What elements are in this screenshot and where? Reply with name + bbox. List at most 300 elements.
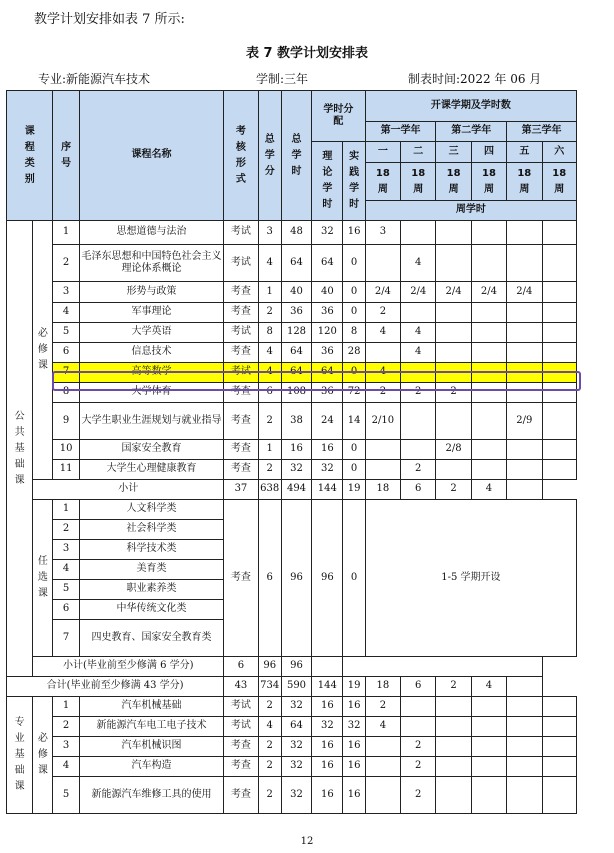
semester-hours (471, 343, 506, 363)
total-semester: 19 (343, 677, 365, 697)
semester-hours: 2 (365, 697, 400, 717)
header-weeks-4: 18周 (471, 163, 506, 201)
course-name: 大学英语 (79, 323, 224, 343)
course-exam-form: 考查 (224, 282, 258, 303)
course-exam-form: 考查 (224, 777, 258, 814)
header-seq: 序号 (53, 91, 79, 221)
semester-hours (507, 697, 542, 717)
required-subtotal-row (7, 480, 577, 500)
course-credits: 2 (258, 460, 281, 480)
course-name: 中华传统文化类 (79, 600, 224, 620)
major-course-row (7, 737, 577, 757)
semester-hours (542, 697, 577, 717)
course-name: 大学生职业生涯规划与就业指导 (79, 403, 224, 440)
header-practice-hours: 实践学时 (343, 142, 365, 221)
subtotal-semester: 2 (436, 480, 471, 500)
semester-hours (507, 440, 542, 460)
table-title: 表 7 教学计划安排表 (245, 46, 369, 61)
semester-hours (507, 363, 542, 383)
semester-hours (436, 303, 471, 323)
semester-hours: 4 (365, 717, 400, 737)
subtotal-hours: 638 (258, 480, 281, 500)
course-hours: 48 (281, 221, 311, 245)
major-course-row (7, 717, 577, 737)
semester-hours (471, 697, 506, 717)
required-course-row (7, 460, 577, 480)
major-course-row (7, 757, 577, 777)
course-name: 科学技术类 (79, 540, 224, 560)
elective-subtotal-row (7, 657, 577, 677)
total-semester: 6 (401, 677, 436, 697)
course-hours: 64 (281, 717, 311, 737)
header-hours-allocation: 学时分配 (312, 91, 366, 142)
course-exam-form: 考查 (224, 440, 258, 460)
semester-hours: 2/4 (471, 282, 506, 303)
course-theory: 16 (312, 440, 343, 460)
semester-hours (436, 737, 471, 757)
semester-hours (542, 303, 577, 323)
required-course-row (7, 343, 577, 363)
semester-hours: 2/8 (436, 440, 471, 460)
course-credits: 3 (258, 221, 281, 245)
course-credits: 4 (258, 363, 281, 383)
semester-hours: 3 (365, 221, 400, 245)
course-practice: 0 (343, 245, 365, 282)
course-practice: 16 (343, 757, 365, 777)
semester-hours (507, 737, 542, 757)
course-theory: 36 (312, 303, 343, 323)
course-hours: 32 (281, 757, 311, 777)
semester-hours (471, 717, 506, 737)
course-theory: 16 (312, 737, 343, 757)
course-seq: 1 (53, 697, 79, 717)
semester-hours: 2/4 (365, 282, 400, 303)
group-elective: 任选课 (33, 500, 53, 657)
header-total-hours: 总学时 (281, 91, 311, 221)
course-credits: 2 (258, 757, 281, 777)
major-course-row (7, 777, 577, 814)
course-name: 信息技术 (79, 343, 224, 363)
elective-subtotal-label: 小计(毕业前至少修满 6 学分) (33, 657, 224, 677)
course-credits: 2 (258, 403, 281, 440)
course-theory: 120 (312, 323, 343, 343)
required-course-row (7, 403, 577, 440)
semester-hours: 2 (365, 383, 400, 403)
total-semester: 4 (471, 677, 506, 697)
required-course-row (7, 221, 577, 245)
course-name: 新能源汽车电工电子技术 (79, 717, 224, 737)
course-theory: 24 (312, 403, 343, 440)
course-name: 形势与政策 (79, 282, 224, 303)
course-theory: 16 (312, 697, 343, 717)
course-theory: 32 (312, 460, 343, 480)
course-practice: 0 (343, 282, 365, 303)
header-year-1: 第一学年 (365, 122, 436, 142)
course-seq: 8 (53, 383, 79, 403)
semester-hours (471, 757, 506, 777)
header-weeks-2: 18周 (401, 163, 436, 201)
course-seq: 2 (53, 717, 79, 737)
course-name: 大学生心理健康教育 (79, 460, 224, 480)
course-seq: 5 (53, 323, 79, 343)
elective-hours: 96 (281, 500, 311, 657)
course-exam-form: 考试 (224, 245, 258, 282)
semester-hours: 4 (401, 245, 436, 282)
course-credits: 2 (258, 777, 281, 814)
semester-hours (436, 343, 471, 363)
semester-hours (507, 343, 542, 363)
course-theory: 64 (312, 245, 343, 282)
course-exam-form: 考查 (224, 737, 258, 757)
course-theory: 32 (312, 717, 343, 737)
course-exam-form: 考试 (224, 717, 258, 737)
semester-hours (436, 777, 471, 814)
header-semester-3: 三 (436, 142, 471, 163)
course-seq: 3 (53, 282, 79, 303)
total-semester: 18 (365, 677, 400, 697)
header-year-3: 第三学年 (507, 122, 577, 142)
course-credits: 2 (258, 303, 281, 323)
semester-hours (507, 221, 542, 245)
semester-hours: 2 (401, 757, 436, 777)
course-name: 思想道德与法治 (79, 221, 224, 245)
semester-hours (436, 717, 471, 737)
course-hours: 36 (281, 303, 311, 323)
course-credits: 4 (258, 717, 281, 737)
course-hours: 64 (281, 363, 311, 383)
course-seq: 6 (53, 600, 79, 620)
course-name: 汽车机械基础 (79, 697, 224, 717)
required-course-row (7, 282, 577, 303)
course-exam-form: 考查 (224, 460, 258, 480)
course-practice: 0 (343, 363, 365, 383)
course-credits: 1 (258, 440, 281, 460)
course-credits: 2 (258, 737, 281, 757)
semester-hours (436, 460, 471, 480)
semester-hours: 2 (401, 460, 436, 480)
elective-practice: 0 (343, 500, 365, 657)
course-hours: 64 (281, 343, 311, 363)
semester-hours (436, 697, 471, 717)
course-seq: 4 (53, 560, 79, 580)
semester-hours (471, 363, 506, 383)
required-course-row (7, 363, 577, 383)
header-weeks-6: 18周 (542, 163, 577, 201)
semester-hours (471, 460, 506, 480)
semester-hours (401, 363, 436, 383)
course-hours: 40 (281, 282, 311, 303)
semester-hours (365, 777, 400, 814)
semester-hours (365, 343, 400, 363)
semester-hours: 2 (365, 303, 400, 323)
semester-hours: 4 (401, 343, 436, 363)
course-theory: 32 (312, 221, 343, 245)
semester-hours (542, 757, 577, 777)
public-total-row (7, 677, 577, 697)
semester-hours: 2/9 (507, 403, 542, 440)
header-weeks-3: 18周 (436, 163, 471, 201)
course-practice: 28 (343, 343, 365, 363)
course-name: 高等数学 (79, 363, 224, 383)
course-hours: 128 (281, 323, 311, 343)
semester-hours: 2 (436, 383, 471, 403)
header-semester-5: 五 (507, 142, 542, 163)
course-practice: 72 (343, 383, 365, 403)
course-theory: 64 (312, 363, 343, 383)
total-semester (507, 677, 542, 697)
course-name: 国家安全教育 (79, 440, 224, 460)
required-course-row (7, 440, 577, 460)
course-name: 军事理论 (79, 303, 224, 323)
course-name: 职业素养类 (79, 580, 224, 600)
course-exam-form: 考试 (224, 323, 258, 343)
course-credits: 2 (258, 697, 281, 717)
header-total-credits: 总学分 (258, 91, 281, 221)
course-exam-form: 考查 (224, 343, 258, 363)
semester-hours: 2/10 (365, 403, 400, 440)
course-seq: 4 (53, 757, 79, 777)
page-number: 12 (300, 836, 314, 847)
course-seq: 2 (53, 520, 79, 540)
elective-course-row (7, 500, 577, 520)
course-hours: 108 (281, 383, 311, 403)
elective-credits: 6 (258, 500, 281, 657)
course-practice: 0 (343, 460, 365, 480)
header-semester-6: 六 (542, 142, 577, 163)
header-exam-form: 考核形式 (224, 91, 258, 221)
semester-hours (471, 303, 506, 323)
subtotal-label: 小计 (33, 480, 224, 500)
header-weeks-5: 18周 (507, 163, 542, 201)
elective-semester-note: 1-5 学期开设 (365, 500, 576, 657)
header-theory-hours: 理论学时 (312, 142, 343, 221)
subtotal-semester: 18 (365, 480, 400, 500)
header-weeks-1: 18周 (365, 163, 400, 201)
total-label: 合计(毕业前至少修满 43 学分) (7, 677, 224, 697)
course-exam-form: 考试 (224, 697, 258, 717)
meta-duration: 学制:三年 (256, 72, 309, 86)
total-hours: 734 (258, 677, 281, 697)
total-practice: 144 (312, 677, 343, 697)
subtotal-practice: 144 (312, 480, 343, 500)
course-theory: 40 (312, 282, 343, 303)
semester-hours: 2/4 (436, 282, 471, 303)
semester-hours (436, 757, 471, 777)
course-practice: 32 (343, 717, 365, 737)
elective-exam-form: 考查 (224, 500, 258, 657)
course-exam-form: 考查 (224, 303, 258, 323)
major-course-row (7, 697, 577, 717)
course-seq: 3 (53, 540, 79, 560)
course-hours: 32 (281, 737, 311, 757)
course-seq: 4 (53, 303, 79, 323)
meta-date: 制表时间:2022 年 06 月 (408, 72, 542, 86)
course-exam-form: 考查 (224, 403, 258, 440)
semester-hours (365, 440, 400, 460)
semester-hours (471, 737, 506, 757)
semester-hours (436, 221, 471, 245)
header-weekly-hours: 周学时 (365, 201, 576, 221)
course-exam-form: 考试 (224, 221, 258, 245)
course-name: 汽车构造 (79, 757, 224, 777)
course-name: 人文科学类 (79, 500, 224, 520)
group-major-basic: 专业基础课 (7, 697, 33, 814)
subtotal-semester-empty (343, 657, 542, 677)
course-seq: 11 (53, 460, 79, 480)
course-seq: 9 (53, 403, 79, 440)
course-seq: 1 (53, 221, 79, 245)
total-theory: 590 (281, 677, 311, 697)
semester-hours (365, 757, 400, 777)
course-seq: 6 (53, 343, 79, 363)
course-seq: 7 (53, 620, 79, 657)
meta-major: 专业:新能源汽车技术 (38, 72, 151, 86)
course-seq: 1 (53, 500, 79, 520)
course-name: 四史教育、国家安全教育类 (79, 620, 224, 657)
semester-hours (542, 282, 577, 303)
semester-hours (471, 403, 506, 440)
course-hours: 64 (281, 245, 311, 282)
semester-hours: 4 (365, 323, 400, 343)
elective-theory: 96 (312, 500, 343, 657)
course-practice: 0 (343, 440, 365, 460)
subtotal-semester: 4 (471, 480, 506, 500)
intro-text: 教学计划安排如表 7 所示: (34, 12, 185, 27)
semester-hours (401, 440, 436, 460)
semester-hours (542, 777, 577, 814)
course-practice: 16 (343, 221, 365, 245)
header-course-name: 课程名称 (79, 91, 224, 221)
semester-hours (436, 403, 471, 440)
subtotal-theory: 96 (281, 657, 311, 677)
course-exam-form: 考试 (224, 363, 258, 383)
required-course-row (7, 245, 577, 282)
header-semester-title: 开课学期及学时数 (365, 91, 576, 122)
required-course-row (7, 383, 577, 403)
semester-hours: 2 (401, 383, 436, 403)
semester-hours (471, 440, 506, 460)
semester-hours (436, 323, 471, 343)
semester-hours (401, 717, 436, 737)
subtotal-semester (507, 480, 542, 500)
course-seq: 5 (53, 777, 79, 814)
semester-hours (471, 245, 506, 282)
semester-hours (401, 403, 436, 440)
semester-hours (542, 717, 577, 737)
semester-hours: 4 (401, 323, 436, 343)
course-seq: 3 (53, 737, 79, 757)
course-seq: 5 (53, 580, 79, 600)
semester-hours (542, 363, 577, 383)
semester-hours (507, 245, 542, 282)
semester-hours (542, 343, 577, 363)
course-name: 新能源汽车维修工具的使用 (79, 777, 224, 814)
semester-hours (436, 245, 471, 282)
group-required: 必修课 (33, 221, 53, 480)
semester-hours (401, 221, 436, 245)
total-semester: 2 (436, 677, 471, 697)
semester-hours (507, 757, 542, 777)
header-semester-1: 一 (365, 142, 400, 163)
required-course-row (7, 303, 577, 323)
course-theory: 16 (312, 777, 343, 814)
course-credits: 1 (258, 282, 281, 303)
subtotal-practice (312, 657, 343, 677)
semester-hours (471, 323, 506, 343)
course-seq: 7 (53, 363, 79, 383)
semester-hours (507, 717, 542, 737)
semester-hours (507, 303, 542, 323)
group-major-required: 必修课 (33, 697, 53, 814)
semester-hours: 2/4 (507, 282, 542, 303)
course-credits: 8 (258, 323, 281, 343)
subtotal-hours: 96 (258, 657, 281, 677)
total-credits: 43 (224, 677, 258, 697)
semester-hours (542, 245, 577, 282)
course-name: 美育类 (79, 560, 224, 580)
semester-hours (365, 737, 400, 757)
semester-hours (542, 737, 577, 757)
header-semester-2: 二 (401, 142, 436, 163)
header-year-2: 第二学年 (436, 122, 507, 142)
course-theory: 16 (312, 757, 343, 777)
course-name: 汽车机械识图 (79, 737, 224, 757)
subtotal-theory: 494 (281, 480, 311, 500)
course-theory: 36 (312, 383, 343, 403)
semester-hours (542, 403, 577, 440)
semester-hours (436, 363, 471, 383)
course-practice: 0 (343, 303, 365, 323)
semester-hours: 2/4 (401, 282, 436, 303)
course-credits: 4 (258, 343, 281, 363)
semester-hours (507, 323, 542, 343)
course-credits: 4 (258, 245, 281, 282)
semester-hours (542, 440, 577, 460)
header-semester-4: 四 (471, 142, 506, 163)
semester-hours (542, 460, 577, 480)
semester-hours (365, 245, 400, 282)
header-category: 课程类别 (7, 91, 53, 221)
course-hours: 32 (281, 460, 311, 480)
semester-hours: 4 (365, 363, 400, 383)
course-exam-form: 考查 (224, 383, 258, 403)
course-practice: 8 (343, 323, 365, 343)
course-theory: 36 (312, 343, 343, 363)
semester-hours (401, 697, 436, 717)
semester-hours (471, 383, 506, 403)
subtotal-semester: 6 (401, 480, 436, 500)
teaching-plan-table (6, 90, 577, 814)
semester-hours (401, 303, 436, 323)
course-hours: 16 (281, 440, 311, 460)
course-practice: 16 (343, 777, 365, 814)
course-seq: 2 (53, 245, 79, 282)
semester-hours (365, 460, 400, 480)
course-practice: 16 (343, 737, 365, 757)
course-exam-form: 考查 (224, 757, 258, 777)
semester-hours (471, 777, 506, 814)
subtotal-semester: 19 (343, 480, 365, 500)
semester-hours (542, 383, 577, 403)
course-name: 毛泽东思想和中国特色社会主义理论体系概论 (79, 245, 224, 282)
semester-hours (507, 460, 542, 480)
semester-hours (542, 323, 577, 343)
required-course-row (7, 323, 577, 343)
course-credits: 6 (258, 383, 281, 403)
semester-hours (507, 383, 542, 403)
subtotal-credits: 37 (224, 480, 258, 500)
course-name: 社会科学类 (79, 520, 224, 540)
